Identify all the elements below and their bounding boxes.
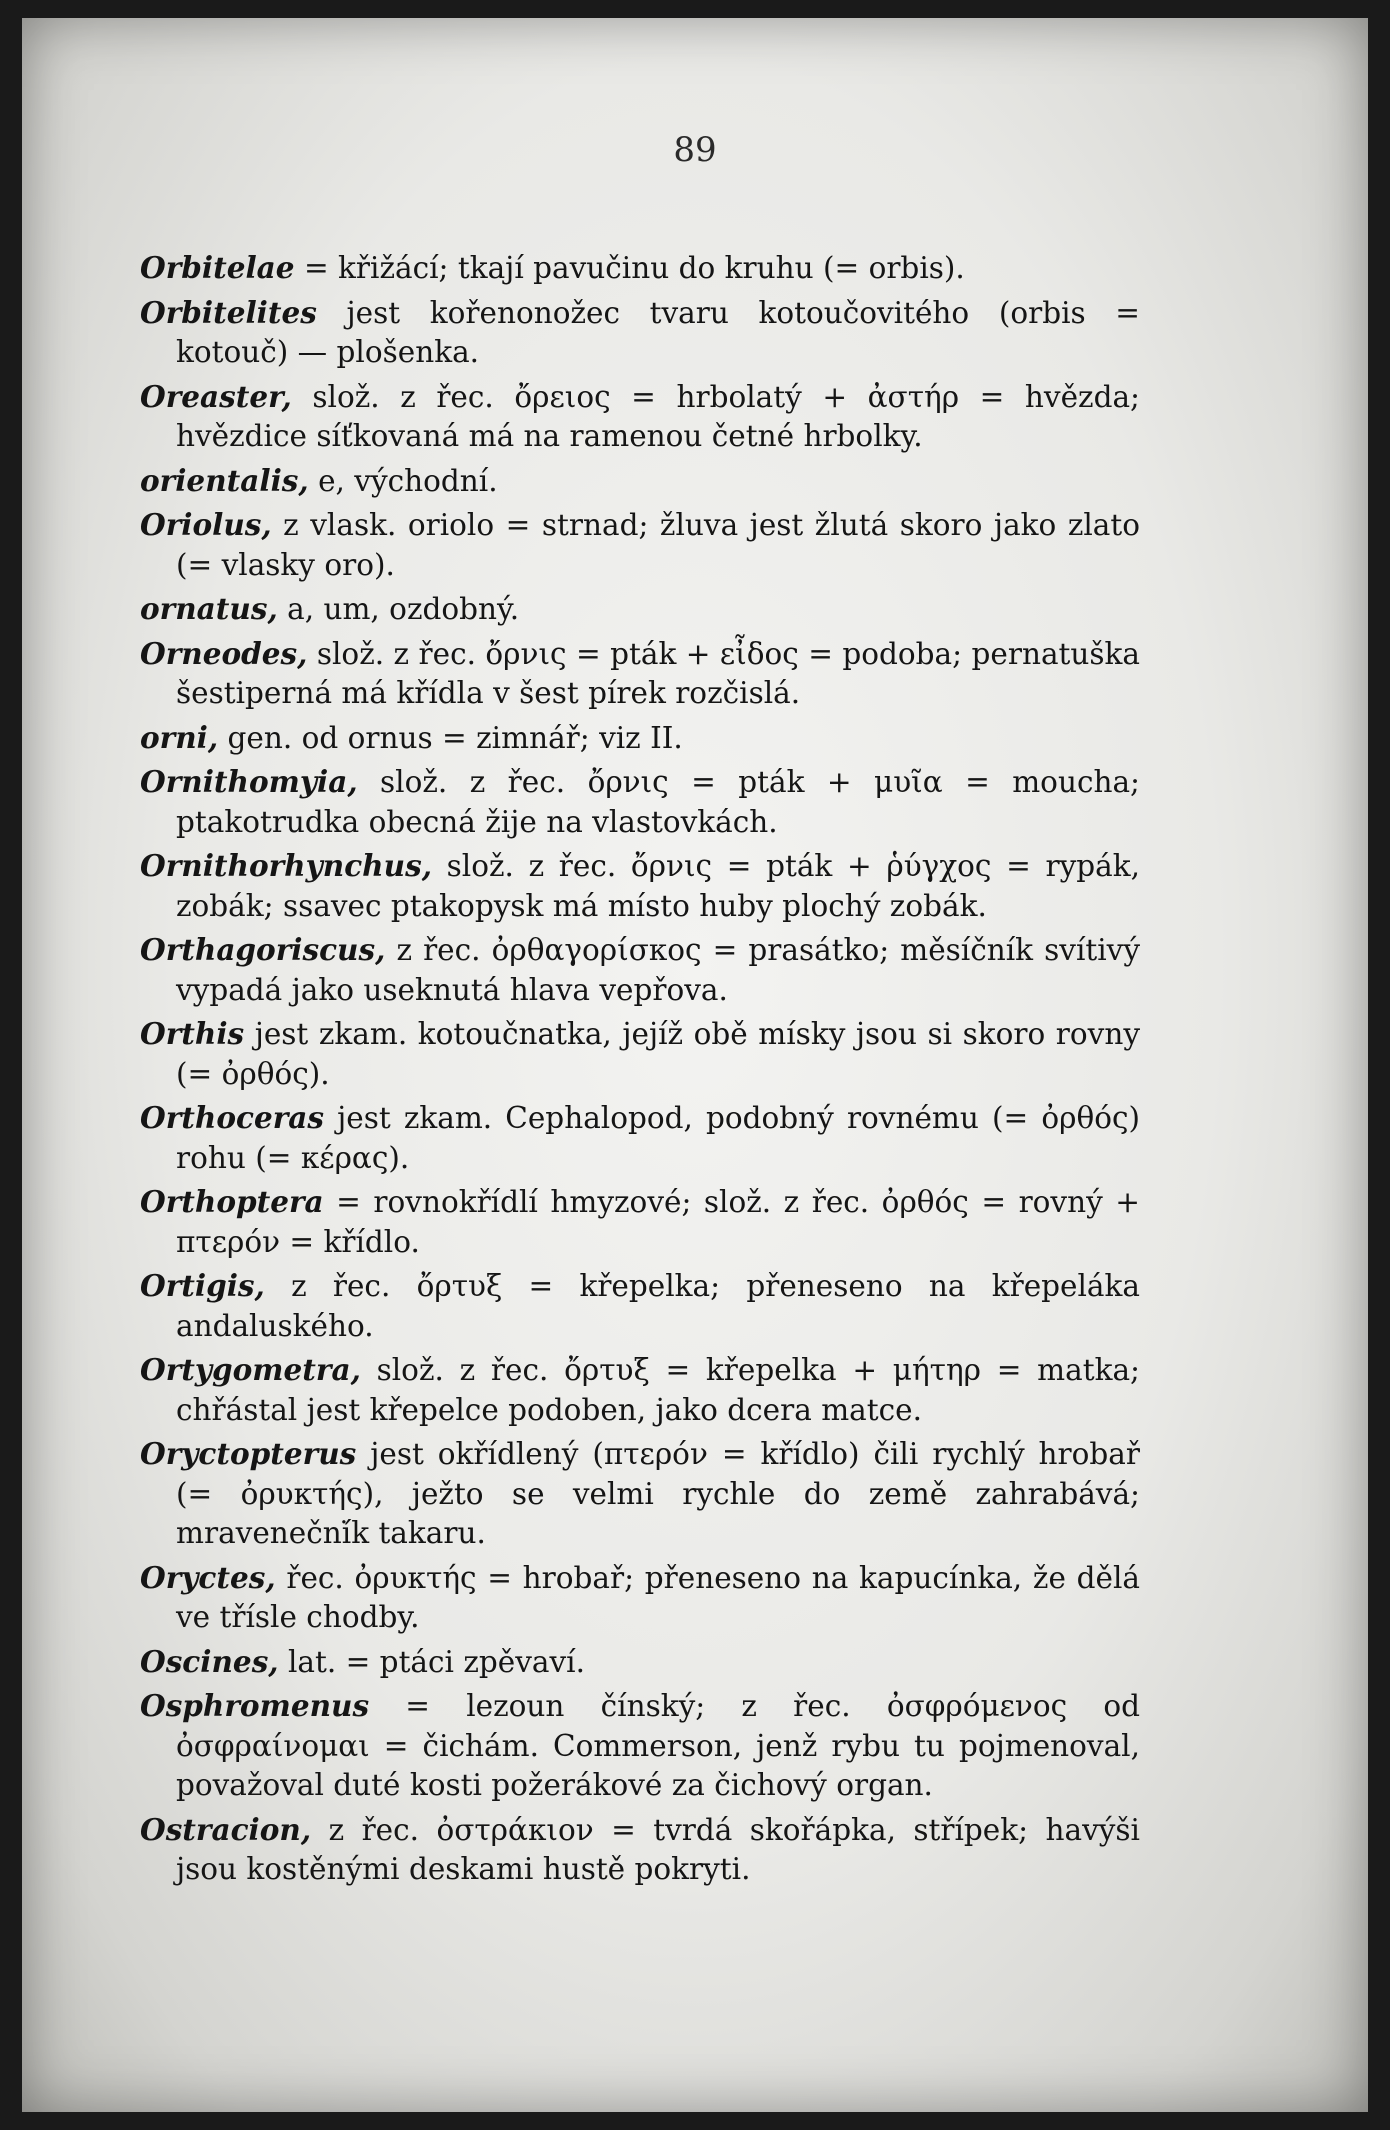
entry-headword: orni,	[140, 719, 219, 755]
dictionary-entry	[140, 293, 1140, 373]
dictionary-entry	[140, 718, 1140, 759]
entry-headword: Ornithomyia,	[140, 764, 358, 799]
entry-definition: = lezoun čínský; z řec. ὀσφρόμενος od ὀσφραίνομαι = čichám. Commerson, jenž rybu tu pojmenoval, považoval duté kosti požerákové za čichový organ.	[176, 1689, 1140, 1802]
book-page	[22, 18, 1368, 2112]
entry-definition: slož. z řec. ὄρτυξ = křepelka + μήτηρ = matka; chřástal jest křepelce podoben, jako dcera matce.	[176, 1353, 1140, 1427]
entry-headword: Oriolus,	[140, 507, 272, 542]
entry-definition: jest kořenonožec tvaru kotoučovitého (orbis = kotouč) — plošenka.	[176, 295, 1140, 369]
dictionary-entries	[140, 248, 1140, 1894]
entry-headword: Oreaster,	[140, 378, 292, 414]
entry-definition: e, východní.	[308, 463, 498, 498]
dictionary-entry	[140, 377, 1140, 457]
entry-definition: jest okřídlený (πτερόν = křídlo) čili rychlý hrobař (= ὀρυκτής), ježto se velmi rychle do země zahrabává; mraveneční̇k takaru.	[176, 1437, 1140, 1550]
entry-headword: Osphromenus	[140, 1688, 370, 1723]
entry-definition: lat. = ptáci zpěvaví.	[278, 1644, 585, 1679]
entry-headword: Orbitelites	[140, 294, 317, 330]
dictionary-entry	[140, 634, 1140, 714]
entry-headword: Ostracion,	[140, 1811, 312, 1847]
entry-definition: = křižácí; tkají pavučinu do kruhu (= orbis).	[294, 251, 965, 285]
dictionary-entry	[140, 505, 1140, 585]
entry-headword: Oryctes,	[140, 1559, 276, 1595]
entry-definition: z řec. ὀστράκιον = tvrdá skořápka, střípek; havýši jsou kostěnými deskami hustě pokryti.	[176, 1812, 1140, 1886]
entry-headword: Orneodes,	[140, 635, 308, 671]
entry-definition: a, um, ozdobný.	[277, 592, 520, 626]
dictionary-entry	[140, 1810, 1140, 1890]
dictionary-entry	[140, 1434, 1140, 1554]
entry-headword: Orthagoriscus,	[140, 932, 386, 967]
entry-definition: jest zkam. Cephalopod, podobný rovnému (= ὀρθός) rohu (= κέρας).	[176, 1101, 1140, 1175]
dictionary-entry	[140, 1686, 1140, 1806]
entry-definition: z řec. ὀρθαγορίσκος = prasátko; měsíčník svítivý vypadá jako useknutá hlava vepřova.	[176, 933, 1140, 1007]
entry-headword: Orthoceras	[140, 1100, 324, 1135]
dictionary-entry	[140, 930, 1140, 1010]
entry-definition: slož. z řec. ὄρνις = pták + εἶδος = podoba; pernatuška šestiperná má křídla v šest pírek rozčislá.	[176, 636, 1140, 710]
dictionary-entry	[140, 762, 1140, 842]
entry-headword: Orbitelae	[140, 250, 295, 285]
entry-headword: Ortygometra,	[140, 1352, 361, 1387]
dictionary-entry	[140, 1642, 1140, 1683]
entry-definition: gen. od ornus = zimnář; viz II.	[218, 720, 683, 755]
entry-headword: ornatus,	[140, 591, 278, 626]
entry-headword: Orthis	[140, 1016, 245, 1051]
page-number: 89	[673, 130, 717, 170]
entry-definition: = rovnokřídlí hmyzové; slož. z řec. ὀρθός = rovný + πτερόν = křídlo.	[176, 1185, 1140, 1259]
entry-definition: řec. ὀρυκτής = hrobař; přeneseno na kapucínka, že dělá ve třísle chodby.	[176, 1560, 1140, 1634]
entry-headword: Orthoptera	[140, 1184, 324, 1219]
entry-headword: Oscines,	[140, 1643, 279, 1679]
dictionary-entry	[140, 589, 1140, 630]
entry-definition: z vlask. oriolo = strnad; žluva jest žlutá skoro jako zlato (= vlasky oro).	[176, 508, 1140, 582]
entry-headword: orientalis,	[140, 462, 309, 498]
entry-definition: z řec. ὄρτυξ = křepelka; přeneseno na křepeláka andaluského.	[176, 1269, 1140, 1343]
entry-definition: slož. z řec. ὄρνις = pták + μυῖα = moucha; ptakotrudka obecná žije na vlastovkách.	[176, 765, 1140, 839]
dictionary-entry	[140, 1350, 1140, 1430]
dictionary-entry	[140, 1266, 1140, 1346]
entry-headword: Oryctopterus	[140, 1436, 357, 1471]
dictionary-entry	[140, 1098, 1140, 1178]
dictionary-entry	[140, 1558, 1140, 1638]
entry-definition: slož. z řec. ὄρειος = hrbolatý + ἀστήρ = hvězda; hvězdice síťkovaná má na ramenou četné hrbolky.	[176, 379, 1140, 453]
dictionary-entry	[140, 461, 1140, 502]
dictionary-entry	[140, 1014, 1140, 1094]
dictionary-entry	[140, 1182, 1140, 1262]
entry-definition: slož. z řec. ὄρνις = pták + ῥύγχος = rypák, zobák; ssavec ptakopysk má místo huby plochý zobák.	[176, 849, 1140, 923]
dictionary-entry	[140, 846, 1140, 926]
entry-headword: Ortigis,	[140, 1268, 265, 1303]
entry-definition: jest zkam. kotoučnatka, jejíž obě mísky jsou si skoro rovny (= ὀρθός).	[176, 1017, 1140, 1091]
entry-headword: Ornithorhynchus,	[140, 848, 432, 883]
dictionary-entry	[140, 248, 1140, 289]
